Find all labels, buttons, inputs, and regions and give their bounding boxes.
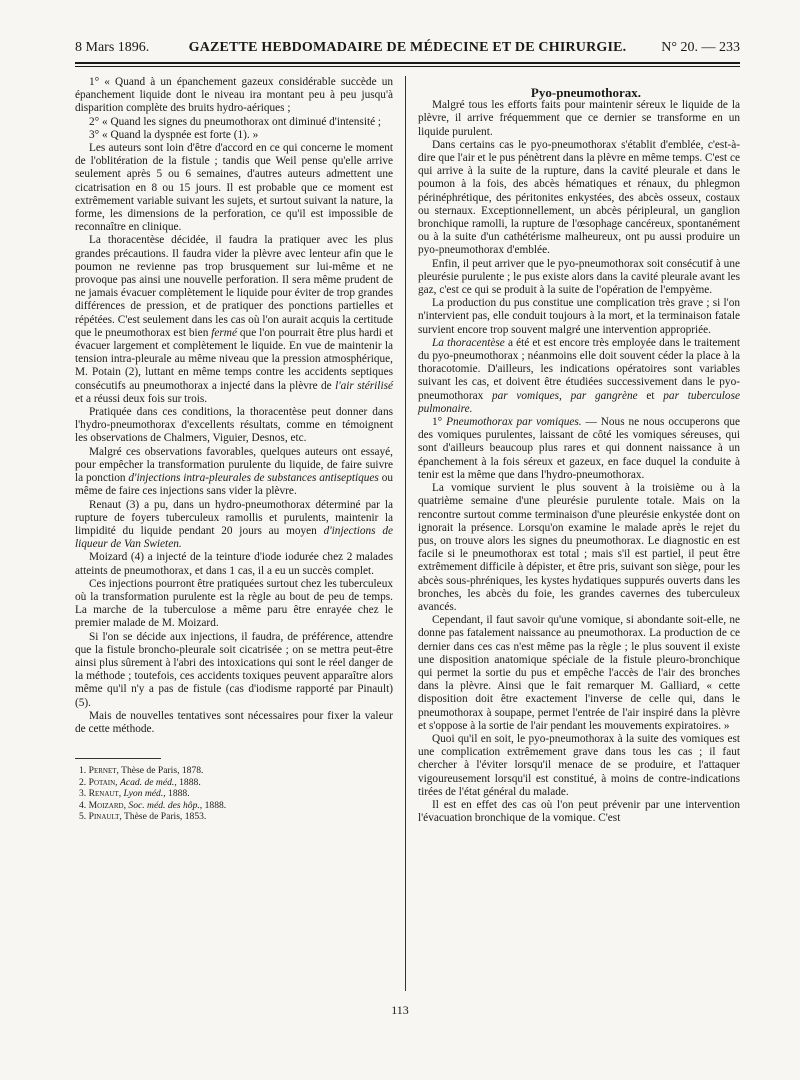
paragraph: Malgré tous les efforts faits pour maintenir séreux le liquide de la plèvre, il arrive fréquemment que ce dernier se transforme en un liquide purulent. xyxy=(418,99,740,138)
page-number: 113 xyxy=(391,1003,409,1017)
header-date: 8 Mars 1896. xyxy=(75,40,150,55)
footnote-rule xyxy=(75,758,161,759)
paragraph: Ces injections pourront être pratiquées surtout chez les tuberculeux où la transformation purulente est la règle au bout de peu de temps. La marche de la tuberculose a même paru être enrayée chez le premier malade de M. Moizard. xyxy=(75,577,393,630)
footnote: 4. Moizard, Soc. méd. des hôp., 1888. xyxy=(79,799,227,811)
footnotes xyxy=(75,765,393,823)
paragraph: 1° « Quand à un épanchement gazeux considérable succède un épanchement liquide dont le niveau ira montant peu à peu jusqu'à disparition complète des bruits hydro-aériques ; xyxy=(75,76,393,115)
paragraph: Enfin, il peut arriver que le pyo-pneumothorax soit consécutif à une pleurésie purulente ; le pus existe alors dans la cavité pleurale avant les gaz, c'est ce qui se produit à la suite de l'opération de l'empyème. xyxy=(418,257,740,297)
section-title: Pyo-pneumothorax. xyxy=(530,85,642,100)
paragraph: 3° « Quand la dyspnée est forte (1). » xyxy=(89,128,259,141)
issue-number: N° 20. — 233 xyxy=(661,40,740,55)
paragraph: La thoracentèse a été et est encore très employée dans le traitement du pyo-pneumothorax ; néanmoins elle doit souvent céder la place à la thoracotomie. D'ailleurs, les indications opératoires sont variables suivant les cas, et doivent être étudiées successivement dans le pyo-pneumothorax par vomiques, par gangrène et par tuberculose pulmonaire. xyxy=(418,336,741,415)
paragraph: Renaut (3) a pu, dans un hydro-pneumothorax déterminé par la rupture de foyers tuberculeux ramollis et purulents, maintenir la limpidité du liquide pendant 20 jours au moyen d'injections de liqueur de Van Swieten. xyxy=(75,498,394,551)
right-column xyxy=(418,86,740,825)
paragraph: La vomique survient le plus souvent à la troisième ou à la quatrième semaine d'une pleurésie purulente totale. Mais on la rencontre surtout comme terminaison d'une pleurésie enkystée dont on ignorait la présence. Lorsqu'on examine le malade après le rejet du pus, on trouve alors les signes du pneumothorax. Le diagnostic en est facile si le pneumothorax est total ; mais s'il est partiel, il peut être extrêmement difficile à dépister, et être pris, suivant son siège, pour les abcès sous-phréniques, les kystes hydatiques suppurés ouverts dans les bronches, les abcès du foie, les grandes cavernes des tuberculeux avancés. xyxy=(418,482,740,613)
paragraph: Quoi qu'il en soit, le pyo-pneumothorax à la suite des vomiques est une complication extrêmement grave dans tous les cas ; il faut chercher à l'éviter lorsqu'il menace de se produire, et l'attaquer vigoureusement lorsqu'il est constitué, à moins de contre-indications tirées de l'état général du malade. xyxy=(418,732,740,798)
left-column xyxy=(75,76,393,823)
paragraph: Cependant, il faut savoir qu'une vomique, si abondante soit-elle, ne donne pas fatalement naissance au pneumothorax. La production de ce dernier dans ces cas n'est même pas la règle ; le plus souvent il existe une disposition anatomique spéciale de la fistule pleuro-bronchique qui permet la sortie du pus et empêche l'accès de l'air des bronches dans la plèvre. Ainsi que le fait remarquer M. Galliard, « cette disposition doit être exactement l'inverse de celle qui, dans le pneumothorax à soupape, permet l'entrée de l'air inspiré dans la plèvre et s'oppose à la sortie de l'air pendant les mouvements expiratoires. » xyxy=(418,614,740,732)
running-header xyxy=(75,40,740,60)
paragraph: Malgré ces observations favorables, quelques auteurs ont essayé, pour empêcher la transformation purulente du liquide, de faire suivre la ponction d'injections intra-pleurales de substances antiseptiques ou même de faire ces injections sans vider la plèvre. xyxy=(75,445,393,498)
header-rule-thin xyxy=(75,66,740,67)
paragraph: Dans certains cas le pyo-pneumothorax s'établit d'emblée, c'est-à-dire que l'air et le pus pénètrent dans la plèvre en même temps. C'est ce qui arrive à la suite de la rupture, dans la cavité pleurale et dans le poumon à la fois, des abcès hématiques et rénaux, du phlegmon périnéphrétique, des péritonites enkystées, des abcès osseux, costaux ou sternaux. Exceptionnellement, un abcès péripleural, un ganglion bronchique ramolli, la rupture de l'œsophage cancéreux, spontanément ou à la suite d'un cathétérisme malheureux, ont pu aussi produire un pyo-pneumothorax d'emblée. xyxy=(418,138,740,257)
footnote: 3. Renaut, Lyon méd., 1888. xyxy=(79,788,190,800)
paragraph: Les auteurs sont loin d'être d'accord en ce qui concerne le moment de l'oblitération de la fistule ; tandis que Weil pense qu'elle arrive seulement après 5 ou 6 semaines, d'autres auteurs admettent une cicatrisation en 8 ou 15 jours. Il est probable que ce moment est extrêmement variable suivant les sujets, et surtout suivant la nature, la forme, les dimensions de la perforation, ce qu'il est impossible de reconnaître en clinique. xyxy=(75,142,393,234)
paragraph: Mais de nouvelles tentatives sont nécessaires pour fixer la valeur de cette méthode. xyxy=(75,709,393,735)
footnote: 5. Pinault, Thèse de Paris, 1853. xyxy=(79,811,207,823)
paragraph: La thoracentèse décidée, il faudra la pratiquer avec les plus grandes précautions. Il faudra vider la plèvre avec lenteur afin que le poumon ne revienne pas trop brusquement sur lui-même et ne provoque pas ainsi une nouvelle perforation. Il sera même prudent de ne jamais évacuer complètement le liquide pour éviter de trop grandes différences de pression, et de pratiquer des ponctions partielles et répétées. C'est seulement dans les cas où l'on aurait acquis la certitude que le pneumothorax est bien fermé que l'on pourrait être plus hardi et évacuer largement et complètement le liquide. En vue de maintenir la tension intra-pleurale au même niveau que la pression atmosphérique, M. Potain (2), luttant en même temps contre les accidents septiques consécutifs au pneumothorax a injecté dans la plèvre de l'air stérilisé et a réussi deux fois sur trois. xyxy=(75,234,393,405)
footnote: 2. Potain, Acad. de méd., 1888. xyxy=(79,776,201,788)
paragraph: Si l'on se décide aux injections, il faudra, de préférence, attendre que la fistule broncho-pleurale soit cicatrisée ; on se mettra peut-être ainsi plus sûrement à l'abri des intoxications qui sont le réel danger de la méthode ; toutefois, ces accidents toxiques peuvent apparaître alors même qu'il n'y a pas de fistule (cas d'iodisme rapporté par Pinault) (5). xyxy=(75,630,393,709)
paragraph: 1° Pneumothorax par vomiques. — Nous ne nous occuperons que des vomiques purulentes, laissant de côté les vomiques séreuses, qui sont d'ailleurs beaucoup plus rares et qui donnent naissance à un épanchement à la fois séreux et gazeux, en face duquel la conduite à tenir est la même que dans l'hydro-pneumothorax. xyxy=(418,416,741,481)
footnote: 1. Pernet, Thèse de Paris, 1878. xyxy=(79,765,204,777)
paragraph: Pratiquée dans ces conditions, la thoracentèse peut donner dans l'hydro-pneumothorax d'excellents résultats, comme en témoignent les observations de Chalmers, Viguier, Desnos, etc. xyxy=(75,406,393,445)
paragraph: 2° « Quand les signes du pneumothorax ont diminué d'intensité ; xyxy=(89,115,382,128)
paragraph: Moizard (4) a injecté de la teinture d'iode iodurée chez 2 malades atteints de pneumothorax, et dans 1 cas, il a eu un succès complet. xyxy=(75,551,393,577)
header-rule-thick xyxy=(75,62,740,64)
column-divider xyxy=(405,76,406,991)
journal-title: GAZETTE HEBDOMADAIRE DE MÉDECINE ET DE CHIRURGIE. xyxy=(188,40,627,55)
paragraph: Il est en effet des cas où l'on peut prévenir par une intervention l'évacuation bronchique de la vomique. C'est xyxy=(418,798,740,825)
paragraph: La production du pus constitue une complication très grave ; si l'on n'intervient pas, elle conduit toujours à la mort, et la terminaison fatale survient encore trop souvent malgré une intervention appropriée. xyxy=(418,297,740,336)
